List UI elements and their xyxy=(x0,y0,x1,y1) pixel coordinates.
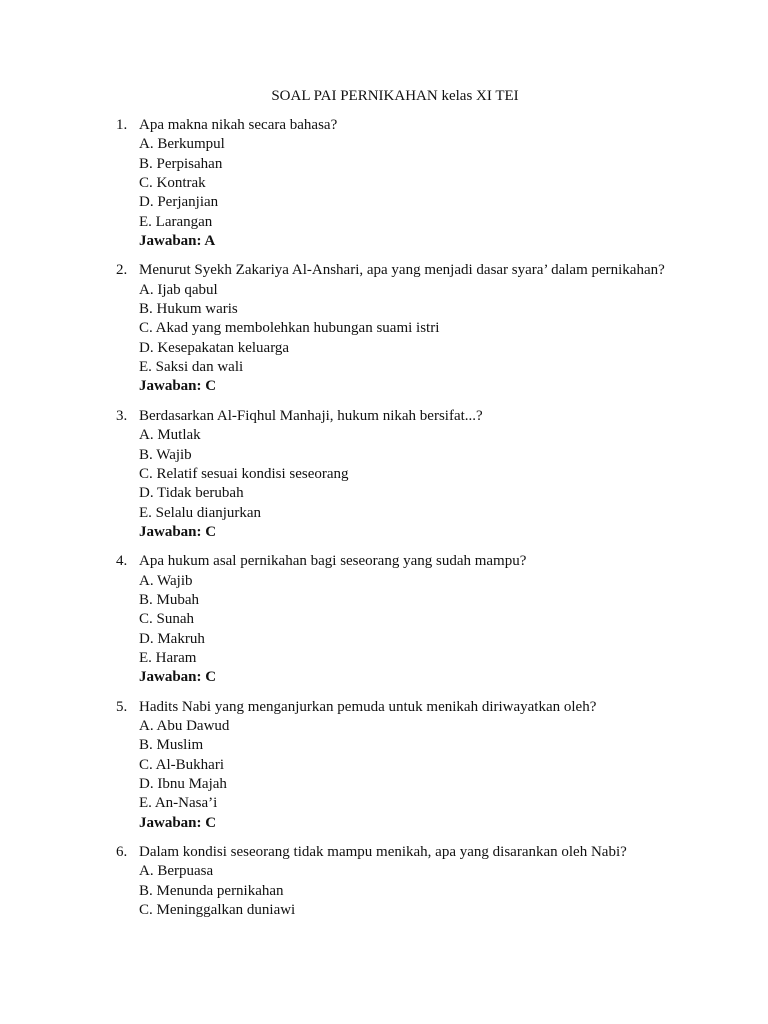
answer-option: D. Kesepakatan keluarga xyxy=(139,339,290,356)
answer-option: C. Relatif sesuai kondisi seseorang xyxy=(139,465,349,482)
answer-option: E. Haram xyxy=(139,649,197,666)
answer-option: A. Wajib xyxy=(139,572,193,589)
question-text: Berdasarkan Al-Fiqhul Manhaji, hukum nikah bersifat...? xyxy=(139,407,483,424)
answer-option: D. Ibnu Majah xyxy=(139,776,227,792)
question-text: Apa hukum asal pernikahan bagi seseorang yang sudah mampu? xyxy=(139,553,527,570)
answer-option: B. Mubah xyxy=(139,591,199,608)
question-number: 5. xyxy=(116,698,128,715)
answer-option: C. Sunah xyxy=(139,611,195,628)
question-number: 2. xyxy=(116,262,128,279)
answer-option: E. Saksi dan wali xyxy=(139,359,244,376)
page-title: SOAL PAI PERNIKAHAN kelas XI TEI xyxy=(271,88,519,104)
answer-option: B. Muslim xyxy=(139,737,204,754)
answer-key: Jawaban: C xyxy=(139,523,217,540)
answer-option: B. Hukum waris xyxy=(139,301,238,318)
answer-option: B. Perpisahan xyxy=(139,155,223,172)
answer-option: C. Kontrak xyxy=(139,175,206,192)
answer-option: A. Berkumpul xyxy=(139,136,225,153)
answer-key: Jawaban: C xyxy=(139,669,217,686)
answer-option: B. Menunda pernikahan xyxy=(139,882,284,899)
question-item xyxy=(116,116,676,251)
question-number: 3. xyxy=(116,407,128,424)
answer-option: A. Berpuasa xyxy=(139,863,214,880)
question-text: Menurut Syekh Zakariya Al-Anshari, apa yang menjadi dasar syara’ dalam pernikahan? xyxy=(139,262,665,279)
answer-option: D. Perjanjian xyxy=(139,194,219,211)
question-number: 1. xyxy=(116,117,128,133)
answer-option: A. Abu Dawud xyxy=(139,717,230,734)
question-item xyxy=(116,552,676,687)
question-number: 4. xyxy=(116,553,128,570)
question-text: Apa makna nikah secara bahasa? xyxy=(139,117,338,133)
question-list xyxy=(116,116,676,930)
question-item xyxy=(116,407,676,542)
question-text: Hadits Nabi yang menganjurkan pemuda untuk menikah diriwayatkan oleh? xyxy=(139,698,597,715)
question-item xyxy=(116,698,676,833)
answer-option: D. Tidak berubah xyxy=(139,485,244,502)
answer-option: E. Selalu dianjurkan xyxy=(139,504,262,521)
answer-key: Jawaban: A xyxy=(139,233,216,250)
answer-key: Jawaban: C xyxy=(139,378,217,395)
answer-option: B. Wajib xyxy=(139,446,192,463)
question-text: Dalam kondisi seseorang tidak mampu menikah, apa yang disarankan oleh Nabi? xyxy=(139,844,627,861)
answer-key: Jawaban: C xyxy=(139,814,217,831)
answer-option: C. Meninggalkan duniawi xyxy=(139,902,296,919)
answer-option: A. Mutlak xyxy=(139,427,201,444)
question-item xyxy=(116,843,676,920)
answer-option: C. Al-Bukhari xyxy=(139,756,224,773)
question-item xyxy=(116,261,676,396)
question-number: 6. xyxy=(116,844,128,861)
answer-option: E. An-Nasa’i xyxy=(139,795,218,812)
answer-option: C. Akad yang membolehkan hubungan suami istri xyxy=(139,320,440,337)
answer-option: E. Larangan xyxy=(139,213,213,230)
answer-option: A. Ijab qabul xyxy=(139,281,218,298)
answer-option: D. Makruh xyxy=(139,630,205,647)
